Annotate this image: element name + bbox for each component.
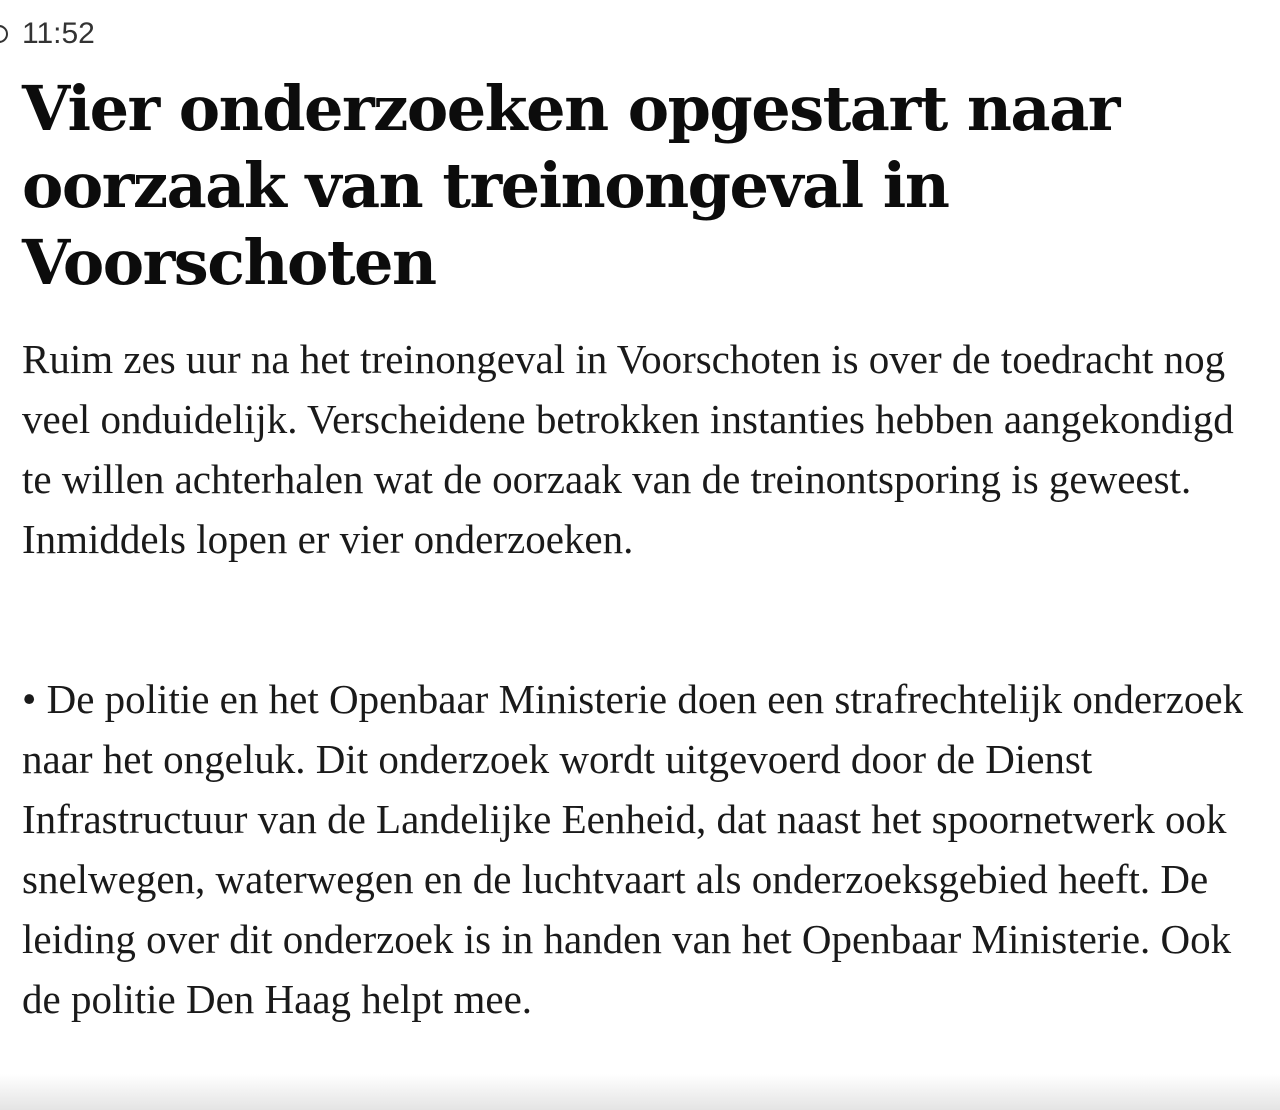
publish-time: 11:52	[22, 17, 95, 50]
article-lead: Ruim zes uur na het treinongeval in Voorschoten is over de toedracht nog veel onduidelijk. Verscheidene betrokken instanties hebben aangekondigd te willen achterhalen wat de oorzaak van de treinontsporing is geweest. Inmiddels lopen er vier onderzoeken.	[22, 336, 1234, 562]
bottom-fade	[0, 1074, 1280, 1110]
timestamp	[0, 14, 95, 54]
article-headline: Vier onderzoeken opgestart naar oorzaak van treinongeval in Voorschoten	[22, 72, 1119, 299]
clock-icon	[0, 25, 8, 43]
article-bullet-paragraph: • De politie en het Openbaar Ministerie doen een strafrechtelijk onderzoek naar het ongeluk. Dit onderzoek wordt uitgevoerd door de Dienst Infrastructuur van de Landelijke Eenheid, dat naast het spoornetwerk ook snelwegen, waterwegen en de luchtvaart als onderzoeksgebied heeft. De leiding over dit onderzoek is in handen van het Openbaar Ministerie. Ook de politie Den Haag helpt mee.	[22, 676, 1244, 1022]
